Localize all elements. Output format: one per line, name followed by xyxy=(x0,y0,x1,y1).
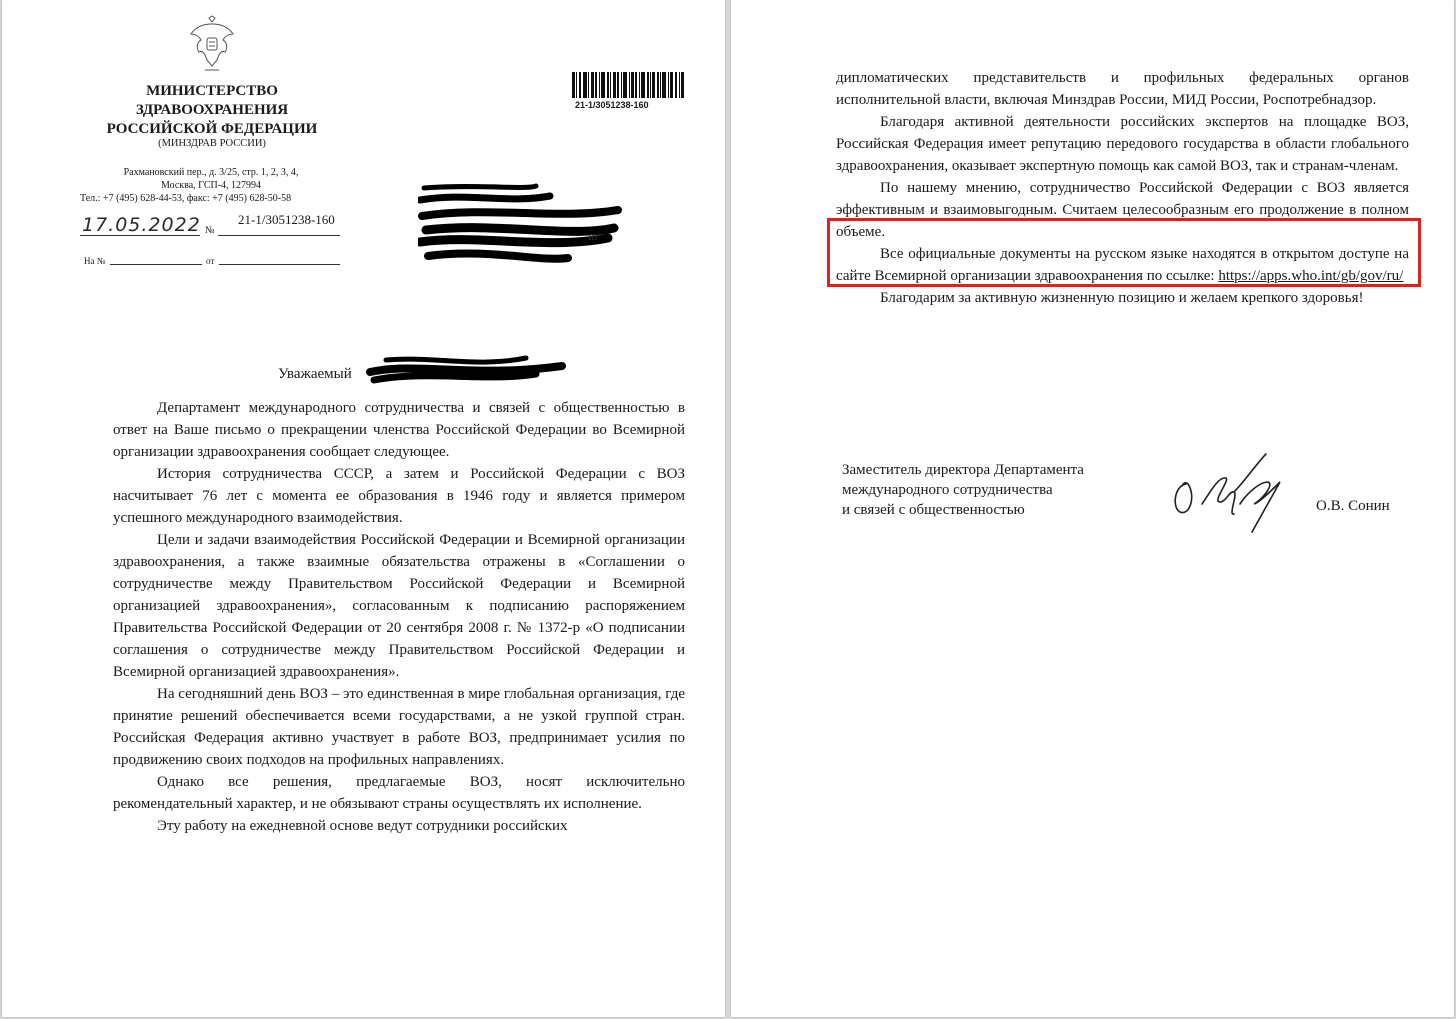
barcode-number: 21-1/3051238-160 xyxy=(575,100,649,110)
number-label: № xyxy=(205,225,215,236)
ministry-name-line-2: ЗДРАВООХРАНЕНИЯ xyxy=(135,102,289,118)
reputation-paragraph: Благодаря активной деятельности российских экспертов на площадке ВОЗ, Российская Федерация имеет репутацию передового государства в области глобального здравоохранения, оказывает экспертную помощь как самой ВОЗ, так и странам-членам. xyxy=(836,114,1409,174)
ministry-name-line-1: МИНИСТЕРСТВО xyxy=(146,83,278,99)
date-underline xyxy=(80,235,200,236)
highlight-frame xyxy=(827,218,1421,287)
body-paragraph: История сотрудничества СССР, а затем и Российской Федерации с ВОЗ насчитывает 76 лет с момента ее образования в 1946 году и является примером успешного международного взаимодействия. xyxy=(113,466,685,526)
body-paragraph: На сегодняшний день ВОЗ – это единственная в мире глобальная организация, где принятие решений обеспечивается всеми государствами, а не узкой группой стран. Российская Федерация активно участвует в работе ВОЗ, предпринимает усилия по продвижению своих подходов на профильных направлениях. xyxy=(113,686,685,768)
ministry-address xyxy=(80,167,342,192)
ministry-name-line-3: РОССИЙСКОЙ ФЕДЕРАЦИИ xyxy=(106,121,318,137)
registration-underline xyxy=(218,235,340,236)
greeting: Уважаемый xyxy=(278,366,352,382)
in-reply-to-line xyxy=(110,264,202,265)
signatory-name: О.В. Сонин xyxy=(1316,498,1390,514)
signatory-title xyxy=(842,460,1084,520)
signature-icon xyxy=(1168,442,1292,534)
letter-date: 17.05.2022 xyxy=(82,214,201,236)
signatory-title-line-2: международного сотрудничества xyxy=(842,482,1053,498)
documents-text: Все официальные документы на русском языке находятся в открытом доступе на сайте Всемирной организации здравоохранения по ссылке: xyxy=(836,246,1409,284)
highlighted-paragraph: По нашему мнению, сотрудничество Российской Федерации с ВОЗ является эффективным и взаимовыгодным. Считаем целесообразным его продолжение в полном объеме. xyxy=(836,180,1409,240)
coat-of-arms-icon xyxy=(187,14,237,74)
continuation-paragraph: дипломатических представительств и профильных федеральных органов исполнительной власти, включая Минздрав России, МИД России, Роспотребнадзор. xyxy=(836,70,1409,108)
who-docs-link[interactable]: https://apps.who.int/gb/gov/ru/ xyxy=(1218,268,1404,284)
redacted-recipient-name xyxy=(366,352,566,386)
body-paragraph: Эту работу на ежедневной основе ведут сотрудники российских xyxy=(157,818,568,834)
redacted-addressee xyxy=(418,178,628,268)
in-reply-to-label: На № xyxy=(84,256,106,266)
from-date-line xyxy=(219,264,340,265)
body-paragraph: Департамент международного сотрудничества и связей с общественностью в ответ на Ваше письмо о прекращении членства Российской Федерации во Всемирной организации здравоохранения сообщает следующее. xyxy=(113,400,685,460)
signatory-title-line-1: Заместитель директора Департамента xyxy=(842,462,1084,478)
ministry-short-name: (МИНЗДРАВ РОССИИ) xyxy=(158,138,266,149)
letter-body-page-1 xyxy=(113,397,685,837)
body-paragraph: Однако все решения, предлагаемые ВОЗ, носят исключительно рекомендательный характер, и не обязывают страны осуществлять их исполнение. xyxy=(113,774,685,812)
barcode-icon xyxy=(572,72,684,98)
address-line-1: Рахмановский пер., д. 3/25, стр. 1, 2, 3, 4, xyxy=(123,167,299,178)
registration-number: 21-1/3051238-160 xyxy=(238,212,335,227)
address-line-2: Москва, ГСП-4, 127994 xyxy=(160,179,262,191)
svg-text:m: m xyxy=(588,229,598,243)
ministry-phone: Тел.: +7 (495) 628-44-53, факс: +7 (495) 628-50-58 xyxy=(80,193,292,204)
ministry-name xyxy=(72,82,352,139)
from-date-label: от xyxy=(206,256,215,266)
thanks-paragraph: Благодарим за активную жизненную позицию и желаем крепкого здоровья! xyxy=(880,290,1364,306)
body-paragraph: Цели и задачи взаимодействия Российской Федерации и Всемирной организации здравоохранения, а также взаимные обязательства отражены в «Соглашении о сотрудничестве между Правительством Российской Федерации и Всемирной организацией здравоохранения», согласованным к подписанию распоряжением Правительства Российской Федерации от 20 сентября 2008 г. № 1372-р «О подписании соглашения о сотрудничестве между Правительством Российской Федерации и Всемирной организацией здравоохранения». xyxy=(113,532,685,680)
signatory-title-line-3: и связей с общественностью xyxy=(842,502,1025,518)
